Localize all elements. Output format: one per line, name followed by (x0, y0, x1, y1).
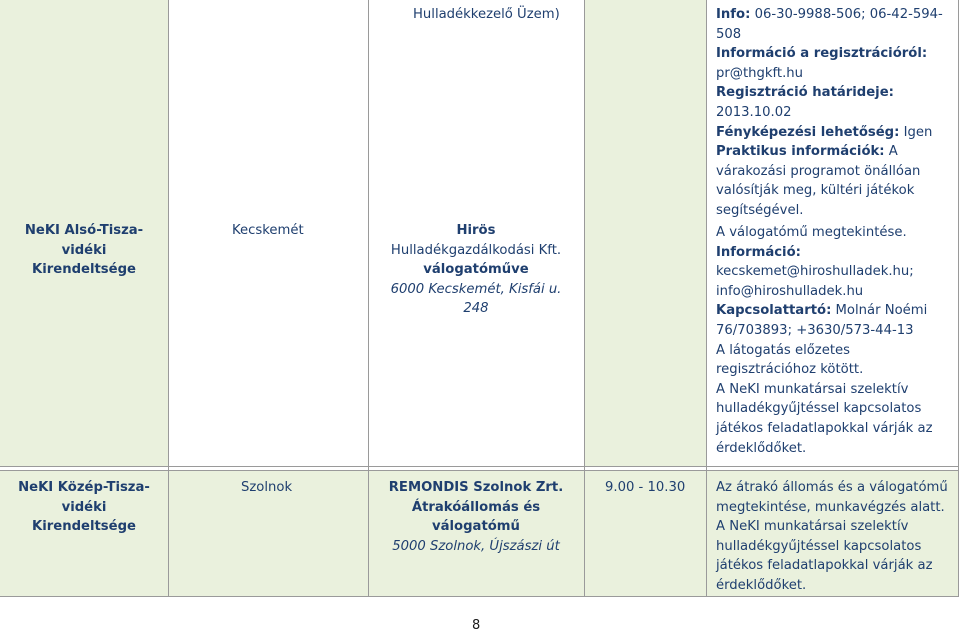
info-label: Regisztráció határideje: (716, 85, 894, 101)
info-value: A (884, 144, 898, 160)
row2-info (716, 478, 956, 596)
page-number: 8 (472, 618, 481, 633)
time-text: 9.00 - 10.30 (605, 480, 686, 495)
row2-city (241, 478, 292, 498)
org-line: vidéki (61, 499, 107, 515)
org-line: Kirendeltsége (32, 262, 136, 278)
address-line: 5000 Szolnok, Újszászi út (392, 538, 560, 554)
info-value: hulladékgyűjtéssel kapcsolatos (716, 401, 922, 417)
info-value: A NeKI munkatársai szelektív (716, 381, 909, 397)
table-hline (0, 596, 959, 597)
info-value: kecskemet@hiroshulladek.hu; (716, 264, 914, 280)
info-value: Igen (899, 124, 933, 140)
org-line: Kirendeltsége (32, 519, 136, 535)
address-line: 248 (463, 301, 489, 317)
info-value: Az átrakó állomás és a válogatómű (716, 480, 948, 495)
info-value: érdeklődőket. (716, 577, 807, 593)
company-line: Hulladékgazdálkodási Kft. (390, 242, 562, 258)
info-value: 06-30-9988-506; 06-42-594- (750, 7, 943, 22)
company-line: válogatóműve (423, 262, 529, 278)
table-hline (0, 466, 959, 467)
info-value: érdeklődőket. (716, 440, 807, 456)
info-value: A látogatás előzetes (716, 342, 850, 358)
info-value: hulladékgyűjtéssel kapcsolatos (716, 538, 922, 554)
city-text: Szolnok (241, 480, 293, 495)
info-value: játékos feladatlapokkal várják az (716, 420, 933, 436)
info-value: info@hiroshulladek.hu (716, 283, 864, 299)
company-line: REMONDIS Szolnok Zrt. (388, 480, 564, 495)
info-label: Információ a regisztrációról: (716, 46, 928, 62)
info-value: 508 (716, 26, 742, 42)
info-value: 76/703893; +3630/573-44-13 (716, 322, 914, 338)
table-vline (706, 0, 707, 596)
company-top-text: Hulladékkezelő Üzem) (413, 7, 560, 22)
row1-organization (0, 221, 168, 280)
info-value: megtekintése, munkavégzés alatt. (716, 499, 945, 515)
info-label: Kapcsolattartó: (716, 303, 832, 319)
info-value: játékos feladatlapokkal várják az (716, 558, 933, 574)
company-line: válogatómű (432, 519, 520, 535)
row1-info-main (716, 223, 956, 458)
org-line: NeKI Közép-Tisza- (18, 480, 150, 495)
table-vline (584, 0, 585, 596)
info-label: Info: (716, 7, 751, 22)
info-label: Fényképezési lehetőség: (716, 124, 900, 140)
row2-time (605, 478, 685, 498)
city-text: Kecskemét (232, 223, 304, 238)
org-line: vidéki (61, 242, 107, 258)
info-label: Információ: (716, 244, 801, 260)
info-label: Praktikus információk: (716, 144, 885, 160)
info-value: A NeKI munkatársai szelektív (716, 519, 909, 535)
row2-company (368, 478, 584, 556)
info-value: pr@thgkft.hu (716, 65, 804, 81)
info-value: A válogatómű megtekintése. (716, 225, 907, 240)
row1-city (232, 221, 304, 241)
org-line: NeKI Alsó-Tisza- (24, 223, 144, 238)
info-value: Molnár Noémi (831, 303, 928, 319)
info-value: várakozási programot önállóan (716, 163, 921, 179)
row1-time-cell (584, 0, 706, 466)
row2-organization (0, 478, 168, 537)
company-line: Átrakóállomás és (411, 499, 541, 515)
company-line: Hirös (456, 223, 496, 238)
info-value: regisztrációhoz kötött. (716, 362, 864, 378)
table-hline (0, 470, 959, 471)
info-value: segítségével. (716, 202, 804, 218)
row1-info-top (716, 5, 956, 221)
address-line: 6000 Kecskemét, Kisfái u. (390, 281, 562, 297)
info-value: 2013.10.02 (716, 104, 792, 120)
row1-company-top (413, 5, 560, 25)
row1-company (368, 221, 584, 319)
info-value: valósítják meg, kültéri játékok (716, 183, 915, 199)
table-vline (168, 0, 169, 596)
